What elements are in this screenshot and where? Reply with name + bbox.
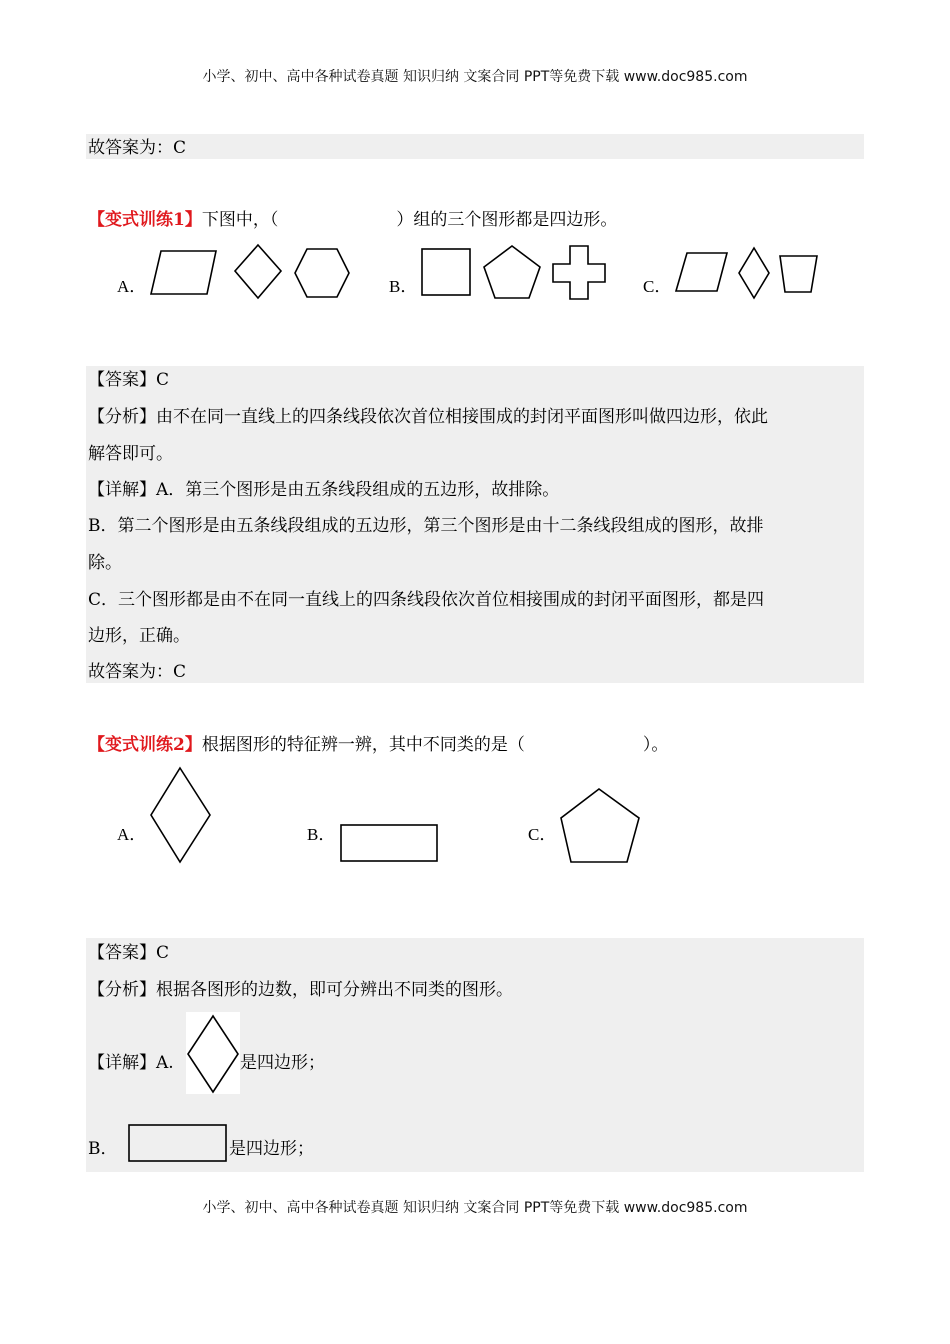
exercise2-analysis: 【分析】根据各图形的边数，即可分辨出不同类的图形。 <box>88 980 513 1000</box>
option-b-label: B． <box>389 277 418 296</box>
option-c-label: C． <box>528 825 557 844</box>
rhombus-shape <box>188 1016 238 1092</box>
exercise2-tag: 【变式训练2】 <box>88 735 202 755</box>
exercise1-question-after: ）组的三个图形都是四边形。 <box>396 210 618 230</box>
page-header: 小学、初中、高中各种试卷真题 知识归纳 文案合同 PPT等免费下载 www.doc985.com <box>202 69 748 85</box>
exercise2-detail-a-suffix: 是四边形； <box>240 1053 325 1073</box>
prev-conclusion: 故答案为：C <box>88 138 187 158</box>
option-c-label: C． <box>643 277 672 296</box>
exercise2-question-before: 根据图形的特征辨一辨，其中不同类的是（ <box>201 735 525 755</box>
exercise1-analysis-line1: 【分析】由不在同一直线上的四条线段依次首位相接围成的封闭平面图形叫做四边形，依此 <box>88 407 768 427</box>
exercise1-detail-line2: B．第二个图形是由五条线段组成的五边形，第三个图形是由十二条线段组成的图形，故排 <box>88 516 764 536</box>
option-a-label: A． <box>117 277 147 296</box>
exercise1-tag: 【变式训练1】 <box>88 210 202 230</box>
exercise1-answer: 【答案】C <box>88 370 170 390</box>
rectangle-shape <box>129 1125 226 1161</box>
page-footer: 小学、初中、高中各种试卷真题 知识归纳 文案合同 PPT等免费下载 www.doc985.com <box>202 1200 748 1216</box>
option-b-label: B． <box>307 825 336 844</box>
exercise1-detail-line4: C．三个图形都是由不在同一直线上的四条线段依次首位相接围成的封闭平面图形，都是四 <box>88 590 765 610</box>
exercise2-answer: 【答案】C <box>88 943 170 963</box>
exercise2-detail-b-suffix: 是四边形； <box>229 1139 314 1159</box>
exercise1-question-before: 下图中，（ <box>201 210 279 230</box>
exercise1-conclusion: 故答案为：C <box>88 662 187 682</box>
exercise2-detail-a-prefix: 【详解】A. <box>88 1053 174 1073</box>
exercise1-analysis-line2: 解答即可。 <box>88 444 173 464</box>
exercise2-detail-b-prefix: B． <box>88 1139 118 1159</box>
exercise1-detail-line1: 【详解】A．第三个图形是由五条线段组成的五边形，故排除。 <box>88 480 560 500</box>
option-a-label: A． <box>117 825 147 844</box>
exercise2-question-after: ）。 <box>642 735 669 755</box>
exercise1-detail-line3: 除。 <box>88 553 122 573</box>
exercise1-detail-line5: 边形，正确。 <box>88 626 190 646</box>
